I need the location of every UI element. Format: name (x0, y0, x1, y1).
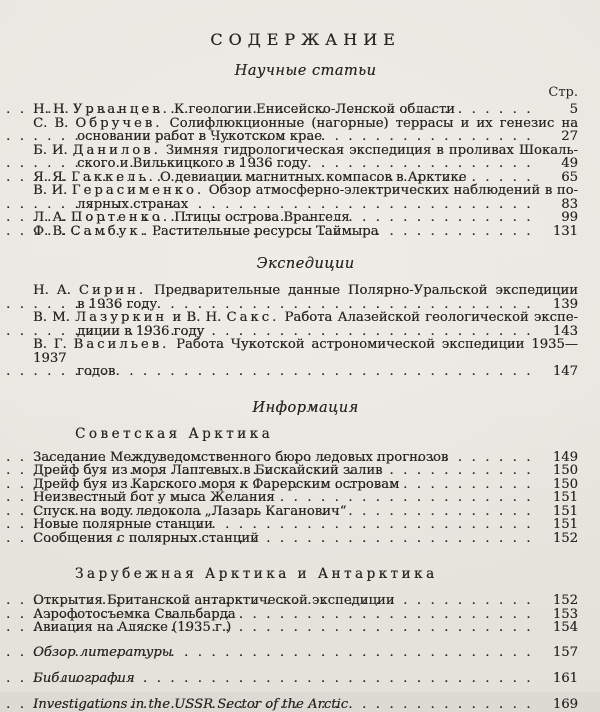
entry-text: Дрейф буя из моря Лаптевых в Бискайский залив (33, 463, 383, 478)
entry-text: лярных странах (77, 196, 189, 212)
toc-line (33, 505, 578, 519)
toc-entry (33, 621, 578, 635)
dot-leader (142, 672, 540, 686)
page-number: 149 (552, 449, 578, 465)
page-number: 152 (552, 593, 578, 608)
toc-section-expeditions (33, 256, 578, 379)
toc-entry (33, 171, 578, 185)
entry-text: Investigations in the USSR Sector of the Arctic (33, 696, 349, 712)
entry-text: диции в 1936 году (77, 323, 205, 339)
toc-entry (33, 311, 578, 338)
toc-line (33, 672, 578, 686)
toc-line (33, 325, 578, 339)
section-heading: Информация (252, 399, 359, 416)
entry-text: В. Г. Васильев. Работа Чукотской астрономической экспедиции 1935—1937 (33, 337, 578, 366)
toc-entry (33, 284, 578, 311)
entry-text: Авиация на Аляске (1935 г.) (33, 620, 232, 635)
entry-text: Н. А. Сирин. Предварительные данные Полярно-Уральской экспедиции (33, 283, 578, 298)
entry-text: Н. Н. Урванцев. К геологии Енисейско-Ленской области (33, 102, 455, 117)
section-heading: Зарубежная Арктика и Антарктика (75, 566, 438, 582)
dot-leader (314, 157, 540, 171)
toc-line (33, 594, 578, 608)
page-number: 169 (552, 696, 578, 712)
dot-leader (211, 325, 540, 339)
toc-line (33, 117, 578, 131)
dot-leader (390, 464, 540, 478)
toc-entry (33, 144, 578, 171)
dot-leader (195, 198, 540, 212)
entry-text: в 1936 году (77, 296, 158, 312)
toc-line (33, 311, 578, 325)
toc-entry (33, 117, 578, 144)
toc-entry (33, 478, 578, 492)
toc-line (33, 284, 578, 298)
page-number: 27 (561, 129, 578, 144)
toc-line (33, 621, 578, 635)
page-number: 5 (569, 102, 578, 117)
page-number: 99 (561, 210, 578, 225)
entry-text: Неизвестный бот у мыса Желания (33, 490, 275, 505)
page-number: 150 (552, 463, 578, 478)
page-number: 139 (552, 296, 578, 312)
entry-text: Открытия Британской антарктической экспедиции (33, 593, 395, 608)
page-number: 143 (552, 323, 578, 339)
dot-leader (462, 103, 540, 117)
toc-entry (33, 594, 578, 608)
dot-leader (473, 171, 540, 185)
entry-text: Библиография (33, 670, 135, 686)
toc-section-tail (33, 646, 578, 712)
toc-section-articles (33, 63, 578, 238)
entry-list (33, 594, 578, 635)
entry-list (33, 451, 578, 546)
toc-entry (33, 103, 578, 117)
toc-line (33, 225, 578, 239)
toc-section-soviet-arctic (33, 426, 578, 546)
toc-entry (33, 491, 578, 505)
toc-line (33, 184, 578, 198)
toc-line (33, 646, 578, 660)
toc-line (33, 144, 578, 158)
dot-leader (243, 608, 540, 622)
page-number: 131 (552, 223, 578, 239)
entry-text: Новые полярные станции (33, 517, 213, 532)
entry-list (33, 284, 578, 379)
entry-text: Аэрофотосъемка Свальбарда (33, 606, 236, 622)
section-heading: Экспедиции (256, 256, 355, 272)
page-number: 154 (552, 620, 578, 635)
toc-entry (33, 672, 578, 686)
entry-text: Я. Я. Гаккель. О девиации магнитных компасов в Арктике (33, 169, 467, 185)
page-number: 151 (552, 490, 578, 505)
dot-leader (164, 298, 540, 312)
toc-entry (33, 338, 578, 379)
page-number: 152 (552, 530, 578, 546)
page-number: 49 (561, 156, 578, 171)
toc-line (33, 518, 578, 532)
section-heading: Советская Арктика (75, 425, 274, 442)
toc-line (33, 608, 578, 622)
toc-entry (33, 532, 578, 546)
dot-leader (122, 365, 540, 379)
toc-entry (33, 698, 578, 712)
page-number: 83 (561, 196, 578, 212)
entry-text: Л. А. Портенко. Птицы острова Врангеля (33, 210, 350, 225)
entry-text: Заседание Междуведомственного бюро ледовых прогнозов (33, 449, 449, 465)
entry-text: основании работ в Чукотском крае (77, 129, 322, 144)
toc-section-foreign-arctic (33, 566, 578, 635)
page-title: СОДЕРЖАНИЕ (210, 30, 401, 49)
toc-line (33, 365, 578, 379)
toc-line (33, 211, 578, 225)
entry-text: В. И. Герасименко. Обзор атмосферно-электрических наблюдений в по- (33, 183, 578, 198)
dot-leader (355, 698, 540, 712)
dot-leader (357, 211, 540, 225)
entry-text: Б. И. Данилов. Зимняя гидрологическая экспедиция в проливах Шокаль- (33, 142, 578, 158)
page-number: 147 (552, 364, 578, 379)
toc-line (33, 464, 578, 478)
toc-line (33, 451, 578, 465)
page-number: 151 (552, 503, 578, 519)
toc-entry (33, 225, 578, 239)
page-number: 65 (561, 169, 578, 185)
section-heading: Научные статьи (234, 63, 377, 79)
page-number: 153 (552, 606, 578, 622)
dot-leader (179, 646, 540, 660)
toc-sections (33, 63, 578, 711)
toc-line (33, 698, 578, 712)
toc-entry (33, 451, 578, 465)
toc-line (33, 478, 578, 492)
dot-leader (406, 478, 540, 492)
toc-line (33, 198, 578, 212)
entry-text: С. В. Обручев. Солифлюкционные (нагорные) террасы и их генезис на (33, 115, 578, 131)
dot-leader (353, 505, 540, 519)
dot-leader (282, 491, 540, 505)
toc-entry (33, 518, 578, 532)
dot-leader (386, 225, 541, 239)
toc-line (33, 157, 578, 171)
dot-leader (220, 518, 540, 532)
toc-line (33, 171, 578, 185)
entry-text: Сообщения с полярных станций (33, 530, 259, 546)
page-number: 151 (552, 517, 578, 532)
entry-text: ского и Вилькицкого в 1936 году (77, 156, 308, 171)
dot-leader (455, 451, 540, 465)
entry-text: Спуск на воду ледокола „Лазарь Каганович“ (33, 503, 347, 519)
page-number: 157 (552, 644, 578, 660)
toc-line (33, 491, 578, 505)
dot-leader (238, 621, 540, 635)
entry-text: Дрейф буя из Карского моря к Фарерским островам (33, 476, 400, 492)
toc-line (33, 103, 578, 117)
toc-line (33, 532, 578, 546)
toc-line (33, 298, 578, 312)
entry-list (33, 646, 578, 712)
toc-entry (33, 211, 578, 225)
entry-text: В. М. Лазуркин и В. Н. Сакс. Работа Алазейской геологической экспе- (33, 310, 578, 325)
entry-text: годов (77, 364, 116, 379)
toc-entry (33, 608, 578, 622)
toc-line (33, 338, 578, 365)
toc-entry (33, 184, 578, 211)
toc-line (33, 130, 578, 144)
dot-leader (266, 532, 540, 546)
toc-entry (33, 646, 578, 660)
page-column-label: Стр. (548, 85, 578, 100)
page-number: 161 (552, 670, 578, 686)
page-number: 150 (552, 476, 578, 492)
entry-list (33, 103, 578, 238)
entry-text: Ф. В. Самбук. Растительные ресурсы Таймыра (33, 223, 379, 239)
dot-leader (329, 130, 540, 144)
toc-section-info (33, 400, 578, 416)
toc-entry (33, 464, 578, 478)
toc-entry (33, 505, 578, 519)
dot-leader (402, 594, 540, 608)
entry-text: Обзор литературы (33, 644, 173, 660)
